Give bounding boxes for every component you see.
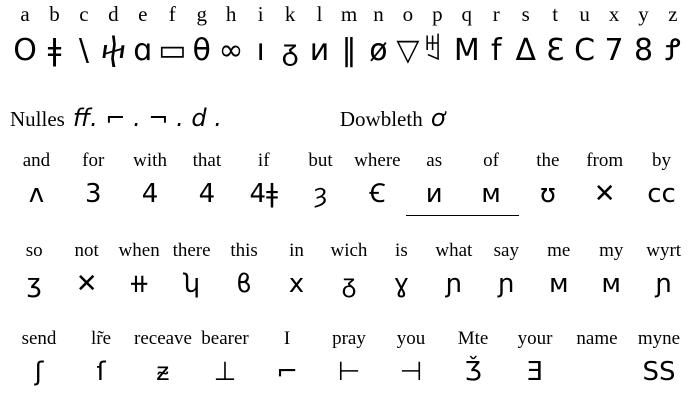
cipher-symbol: ᵶ xyxy=(156,357,170,387)
alphabet-letter: o xyxy=(402,2,414,26)
cipher-symbol: ɲ xyxy=(445,269,463,299)
alphabet-block xyxy=(10,2,688,73)
cipher-symbol: ᴍ xyxy=(601,269,622,299)
cipher-symbol: ⧺ xyxy=(128,269,151,299)
nulles-dowbleth-line xyxy=(10,104,688,132)
alphabet-symbol: ⴕ xyxy=(100,33,126,68)
cipher-symbol: ᴧ xyxy=(28,179,45,209)
plaintext-word: you xyxy=(396,328,426,349)
plaintext-word: this xyxy=(230,240,258,261)
cipher-symbol: ᵹ xyxy=(341,269,357,299)
cipher-symbol: ⊢ xyxy=(337,357,361,387)
alphabet-letter: m xyxy=(340,2,358,26)
cipher-symbol: Ꞓ xyxy=(369,179,386,209)
word-block-1 xyxy=(8,150,690,215)
plaintext-word: say xyxy=(493,240,519,261)
dowbleth-label: Dowbleth xyxy=(339,107,423,131)
alphabet-letter: y xyxy=(638,2,649,26)
word-row-3 xyxy=(8,328,690,350)
alphabet-symbol: 8 xyxy=(633,33,654,68)
alphabet-symbol: ᵹ xyxy=(281,33,299,68)
cipher-symbol: Ǯ xyxy=(464,357,482,387)
cipher-symbol: ᴍ xyxy=(548,269,569,299)
word-block-2 xyxy=(8,240,690,305)
cipher-symbol: 4ǂ xyxy=(249,179,278,209)
plaintext-word: but xyxy=(308,150,333,171)
plaintext-word: receave xyxy=(134,328,192,349)
alphabet-symbol: ø xyxy=(369,33,388,68)
alphabet-letter: t xyxy=(552,2,559,26)
alphabet-symbol: C xyxy=(574,33,596,68)
cipher-symbol xyxy=(566,351,628,393)
plaintext-word: of xyxy=(483,150,499,171)
alphabet-letter: k xyxy=(284,2,296,26)
dowbleth-symbol: ơ xyxy=(430,104,446,132)
cipher-symbol: 4 xyxy=(198,179,216,209)
cipher-symbol: Ǝ xyxy=(526,357,544,387)
cipher-symbol: ȝ xyxy=(313,179,328,209)
plaintext-word: bearer xyxy=(201,328,249,349)
plaintext-word: if xyxy=(257,150,270,171)
word-block-3 xyxy=(8,328,690,393)
plaintext-word: wich xyxy=(330,240,368,261)
plaintext-word: me xyxy=(547,240,571,261)
alphabet-letter: q xyxy=(461,2,473,26)
plaintext-word: myne xyxy=(637,328,681,349)
plaintext-word: so xyxy=(25,240,43,261)
alphabet-letter: u xyxy=(579,2,590,26)
plaintext-word: my xyxy=(599,240,624,261)
alphabet-letter: c xyxy=(79,2,89,26)
alphabet-symbol: ǂ xyxy=(47,33,62,68)
plaintext-word: and xyxy=(22,150,51,171)
alphabet-letter: a xyxy=(20,2,30,26)
plaintext-word: in xyxy=(289,240,304,261)
cipher-symbol: SS xyxy=(642,357,676,387)
alphabet-letter: d xyxy=(108,2,119,26)
plaintext-word: Mte xyxy=(457,328,489,349)
plaintext-word: the xyxy=(536,150,560,171)
cipher-symbol: ᴎ xyxy=(406,173,463,216)
alphabet-letter: b xyxy=(49,2,60,26)
alphabet-symbol: ▭ xyxy=(158,33,187,68)
alphabet-symbol: ı xyxy=(256,33,265,68)
alphabet-symbol: f xyxy=(490,33,502,68)
alphabet-symbol: ∞ xyxy=(218,33,244,68)
cipher-symbol: ɲ xyxy=(655,269,673,299)
alphabet-symbol: ɑ xyxy=(133,33,153,68)
cipher-symbol: ⌐ xyxy=(276,357,298,387)
alphabet-letter: x xyxy=(608,2,620,26)
plaintext-word: there xyxy=(172,240,211,261)
alphabet-letter: e xyxy=(138,2,148,26)
alphabet-letter: g xyxy=(196,2,207,26)
nulles-symbols: ff. ⌐ . ¬ . d . xyxy=(72,104,222,132)
plaintext-word: I xyxy=(283,328,291,349)
plaintext-word: not xyxy=(74,240,99,261)
cipher-symbol: ʒ xyxy=(26,269,42,299)
cipher-symbol: ɣ xyxy=(393,269,410,299)
plaintext-word: is xyxy=(395,240,408,261)
nulles-label: Nulles xyxy=(10,107,65,131)
plaintext-word: wyrt xyxy=(646,240,682,261)
word-row-2 xyxy=(8,240,690,262)
plaintext-word: send xyxy=(21,328,57,349)
alphabet-symbol: θ xyxy=(192,33,211,68)
cipher-symbol: ✕ xyxy=(75,269,98,299)
cipher-symbol: ʊ xyxy=(539,179,556,209)
cipher-symbol: ᴄᴄ xyxy=(647,179,676,209)
alphabet-symbol: ▽ xyxy=(396,33,420,68)
plaintext-word: what xyxy=(435,240,473,261)
cipher-symbol: x xyxy=(288,269,305,299)
alphabet-symbol: Ꝭ xyxy=(665,33,681,68)
cipher-symbol: 3 xyxy=(84,179,102,209)
plaintext-word: pray xyxy=(332,328,366,349)
plaintext-word: name xyxy=(576,328,618,349)
alphabet-letter: f xyxy=(168,2,176,26)
plaintext-word: by xyxy=(652,150,672,171)
plaintext-word: your xyxy=(517,328,553,349)
alphabet-letter: z xyxy=(668,2,678,26)
alphabet-letter: i xyxy=(257,2,264,26)
plaintext-word: lr̃e xyxy=(90,328,112,349)
alphabet-letter: p xyxy=(432,2,443,26)
alphabet-symbol: O xyxy=(13,33,37,68)
cipher-symbol: ✕ xyxy=(593,179,616,209)
alphabet-symbol-row xyxy=(10,29,688,73)
alphabet-letter: h xyxy=(225,2,237,26)
plaintext-word: for xyxy=(82,150,105,171)
plaintext-word: when xyxy=(118,240,160,261)
alphabet-letter: l xyxy=(316,2,323,26)
plaintext-word: where xyxy=(354,150,401,171)
cipher-symbol: ʃ xyxy=(34,357,44,387)
alphabet-letter-row xyxy=(10,2,688,27)
plaintext-word: with xyxy=(133,150,167,171)
alphabet-symbol: ᴎ xyxy=(309,33,330,68)
cipher-symbol: ⊣ xyxy=(399,357,423,387)
plaintext-word: that xyxy=(192,150,222,171)
cipher-symbol: ϐ xyxy=(236,269,253,299)
cipher-symbol: ɲ xyxy=(497,269,515,299)
plaintext-word: from xyxy=(586,150,624,171)
cipher-symbol: ⊥ xyxy=(213,357,237,387)
cipher-symbol: ᴍ xyxy=(463,173,520,216)
alphabet-symbol: \ xyxy=(78,33,89,68)
word-row-1 xyxy=(8,150,690,172)
alphabet-symbol: ‖ xyxy=(341,33,357,68)
alphabet-symbol: Ɛ xyxy=(545,33,565,68)
alphabet-symbol: Δ xyxy=(515,33,536,68)
plaintext-word: as xyxy=(426,150,443,171)
cipher-symbol: ʮ xyxy=(182,269,201,299)
alphabet-symbol: 7 xyxy=(604,33,624,68)
symbol-row-3 xyxy=(8,351,690,393)
alphabet-symbol: ꒄ xyxy=(420,33,454,68)
alphabet-symbol: M xyxy=(453,33,480,68)
symbol-row-1 xyxy=(8,173,690,215)
alphabet-letter: n xyxy=(373,2,384,26)
cipher-symbol: ſ xyxy=(96,357,106,387)
cipher-symbol: 4 xyxy=(141,179,159,209)
alphabet-letter: s xyxy=(521,2,530,26)
alphabet-letter: r xyxy=(492,2,500,26)
symbol-row-2 xyxy=(8,263,690,305)
